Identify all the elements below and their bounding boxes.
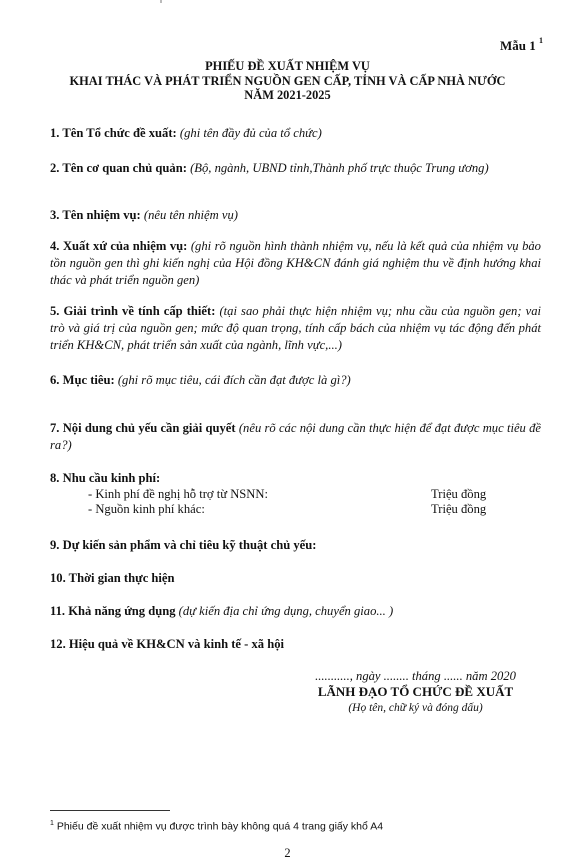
document-title — [0, 59, 575, 103]
signature-block — [290, 668, 541, 716]
section-3 — [50, 207, 541, 224]
section-heading: 11. Khả năng ứng dụng — [50, 604, 176, 618]
footnote-divider — [50, 810, 170, 811]
footnote-text: Phiếu đề xuất nhiệm vụ được trình bày không quá 4 trang giấy khổ A4 — [56, 820, 384, 833]
form-id-text: Mẫu 1 — [500, 38, 536, 53]
title-line-2: KHAI THÁC VÀ PHÁT TRIỂN NGUỒN GEN CẤP, TỈNH VÀ CẤP NHÀ NƯỚC — [69, 73, 506, 88]
signature-org: LÃNH ĐẠO TỔ CHỨC ĐỀ XUẤT — [317, 684, 514, 699]
section-heading: 8. Nhu cầu kinh phí: — [50, 471, 161, 485]
signature-date: ..........., ngày ........ tháng ...... năm 2020 — [315, 669, 516, 683]
funding-row — [88, 487, 541, 502]
section-1 — [50, 125, 541, 142]
section-note: (ghi rõ nguồn hình thành nhiệm vụ, nếu là kết quả của nhiệm vụ bảo tồn nguồn gen thì ghi kiến nghị của Hội đồng KH&CN đánh giá nghiệm thu về định hướng khai thác và phát triển nguồn gen) — [50, 239, 541, 287]
funding-row — [88, 502, 541, 517]
section-heading: 3. Tên nhiệm vụ: — [50, 208, 141, 222]
section-note: (tại sao phải thực hiện nhiệm vụ; nhu cầu của nguồn gen; vai trò và giá trị của nguồn gen; mức độ quan trọng, tính cấp bách của nhiệm vụ tác động đến phát triển KH&CN, phát triển sản xuất của ngành, lĩnh vực,...) — [50, 304, 541, 352]
funding-label: - Nguồn kinh phí khác: — [88, 502, 205, 516]
page-number: 2 — [284, 846, 291, 860]
section-note: (ghi rõ mục tiêu, cái đích cần đạt được là gì?) — [117, 373, 351, 387]
section-heading: 5. Giải trình về tính cấp thiết: — [50, 304, 216, 318]
section-note: (Bộ, ngành, UBND tỉnh,Thành phố trực thuộc Trung ương) — [190, 161, 489, 175]
section-note: (ghi tên đầy đủ của tổ chức) — [179, 126, 322, 140]
form-id-footnote-mark: 1 — [539, 36, 543, 45]
funding-unit: Triệu đồng — [431, 502, 487, 516]
footnote — [50, 820, 383, 833]
section-5 — [50, 303, 541, 354]
title-line-1: PHIẾU ĐỀ XUẤT NHIỆM VỤ — [205, 59, 370, 73]
section-9 — [50, 537, 541, 554]
section-2 — [50, 160, 541, 177]
section-12 — [50, 636, 541, 653]
section-10 — [50, 570, 541, 587]
section-heading: 1. Tên Tổ chức đề xuất: — [50, 126, 177, 140]
section-heading: 4. Xuất xứ của nhiệm vụ: — [50, 239, 188, 253]
section-7 — [50, 420, 541, 454]
form-id — [500, 38, 543, 54]
signature-note: (Họ tên, chữ ký và đóng dấu) — [348, 702, 483, 714]
section-heading: 9. Dự kiến sản phẩm và chỉ tiêu kỹ thuật chủ yếu: — [50, 538, 317, 552]
section-heading: 12. Hiệu quả về KH&CN và kinh tế - xã hội — [50, 637, 285, 651]
funding-unit: Triệu đồng — [431, 487, 487, 501]
funding-label: - Kinh phí đề nghị hỗ trợ từ NSNN: — [88, 487, 268, 501]
footnote-mark: 1 — [50, 820, 54, 827]
section-note: (nêu tên nhiệm vụ) — [143, 208, 238, 222]
section-11 — [50, 603, 541, 620]
scan-mark — [160, 0, 162, 3]
section-heading: 6. Mục tiêu: — [50, 373, 115, 387]
section-note: (dự kiến địa chỉ ứng dụng, chuyển giao... ) — [178, 604, 394, 618]
section-note: (nêu rõ các nội dung cần thực hiện để đạt được mục tiêu đề ra?) — [50, 421, 541, 452]
title-line-3: NĂM 2021-2025 — [244, 88, 331, 102]
funding-list — [88, 487, 541, 517]
section-8 — [50, 470, 541, 487]
section-4 — [50, 238, 541, 289]
section-heading: 2. Tên cơ quan chủ quản: — [50, 161, 187, 175]
section-6 — [50, 372, 541, 389]
section-heading: 10. Thời gian thực hiện — [50, 571, 175, 585]
section-heading: 7. Nội dung chủ yếu cần giải quyết — [50, 421, 236, 435]
